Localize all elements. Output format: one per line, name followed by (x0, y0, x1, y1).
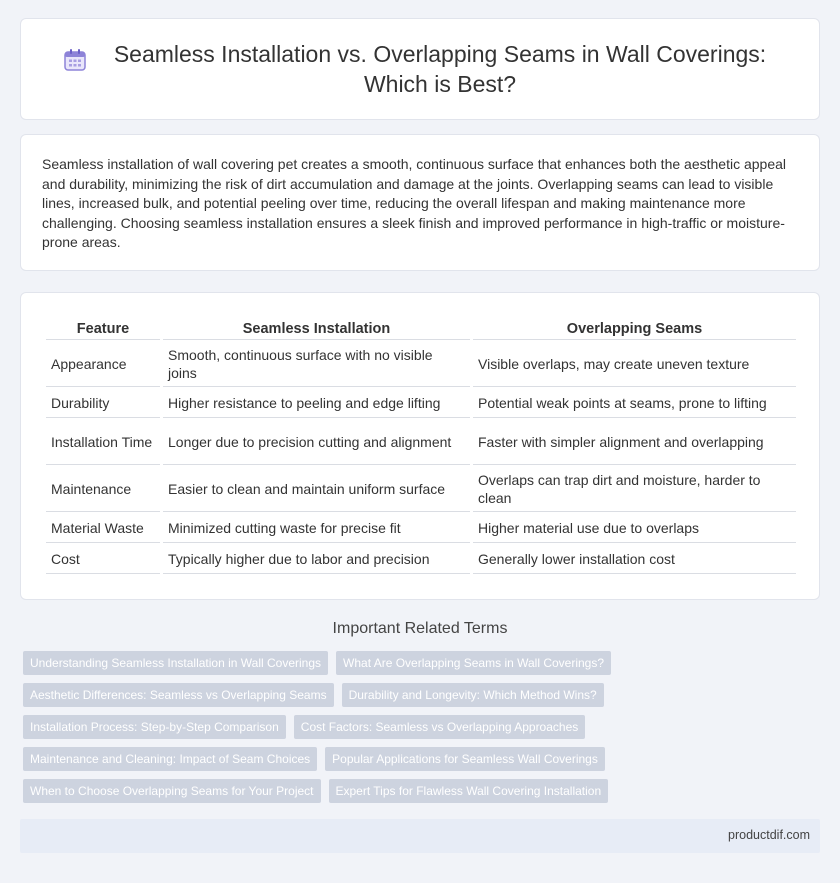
table-row (46, 389, 796, 418)
related-terms-list (23, 651, 623, 811)
overlapping-cell: Generally lower installation cost (473, 545, 796, 574)
seamless-cell: Smooth, continuous surface with no visible joins (163, 342, 470, 387)
table-row (46, 342, 796, 387)
related-term-tag[interactable]: Understanding Seamless Installation in Wall Coverings (23, 651, 328, 675)
table-row (46, 467, 796, 512)
header-card (20, 18, 820, 120)
overlapping-cell: Visible overlaps, may create uneven texture (473, 342, 796, 387)
related-term-tag[interactable]: Installation Process: Step-by-Step Comparison (23, 715, 286, 739)
overlapping-cell: Faster with simpler alignment and overlapping (473, 420, 796, 465)
site-name[interactable]: productdif.com (728, 828, 810, 842)
related-terms-heading: Important Related Terms (332, 620, 508, 637)
related-term-tag[interactable]: What Are Overlapping Seams in Wall Coverings? (336, 651, 611, 675)
feature-cell: Material Waste (46, 514, 160, 543)
related-term-tag[interactable]: Aesthetic Differences: Seamless vs Overlapping Seams (23, 683, 334, 707)
header-feature: Feature (46, 317, 160, 340)
feature-cell: Appearance (46, 342, 160, 387)
related-term-tag[interactable]: Maintenance and Cleaning: Impact of Seam Choices (23, 747, 317, 771)
comparison-table (43, 315, 799, 576)
seamless-cell: Longer due to precision cutting and alignment (163, 420, 470, 465)
related-term-tag[interactable]: Durability and Longevity: Which Method Wins? (342, 683, 604, 707)
header-seamless: Seamless Installation (163, 317, 470, 340)
overlapping-cell: Potential weak points at seams, prone to lifting (473, 389, 796, 418)
table-header-row (46, 317, 796, 340)
table-row (46, 514, 796, 543)
seamless-cell: Easier to clean and maintain uniform surface (163, 467, 470, 512)
intro-card (20, 134, 820, 271)
related-term-tag[interactable]: When to Choose Overlapping Seams for Your Project (23, 779, 321, 803)
table-row (46, 420, 796, 465)
related-term-tag[interactable]: Expert Tips for Flawless Wall Covering Installation (329, 779, 609, 803)
feature-cell: Maintenance (46, 467, 160, 512)
feature-cell: Installation Time (46, 420, 160, 465)
overlapping-cell: Higher material use due to overlaps (473, 514, 796, 543)
intro-paragraph: Seamless installation of wall covering pet creates a smooth, continuous surface that enhances both the aesthetic appeal and durability, minimizing the risk of dirt accumulation and damage at the joints. Overlapping seams can lead to visible lines, increased bulk, and potential peeling over time, reducing the overall lifespan and making maintenance more challenging. Choosing seamless installation ensures a sleek finish and improved performance in high-traffic or moisture-prone areas. (42, 156, 787, 251)
related-term-tag[interactable]: Popular Applications for Seamless Wall Coverings (325, 747, 605, 771)
overlapping-cell: Overlaps can trap dirt and moisture, harder to clean (473, 467, 796, 512)
table-row (46, 545, 796, 574)
header-overlapping: Overlapping Seams (473, 317, 796, 340)
feature-cell: Durability (46, 389, 160, 418)
footer (20, 819, 820, 853)
feature-cell: Cost (46, 545, 160, 574)
related-term-tag[interactable]: Cost Factors: Seamless vs Overlapping Approaches (294, 715, 585, 739)
seamless-cell: Higher resistance to peeling and edge lifting (163, 389, 470, 418)
seamless-cell: Minimized cutting waste for precise fit (163, 514, 470, 543)
seamless-cell: Typically higher due to labor and precision (163, 545, 470, 574)
comparison-card (20, 292, 820, 600)
page-title: Seamless Installation vs. Overlapping Seams in Wall Coverings: Which is Best? (113, 41, 767, 97)
